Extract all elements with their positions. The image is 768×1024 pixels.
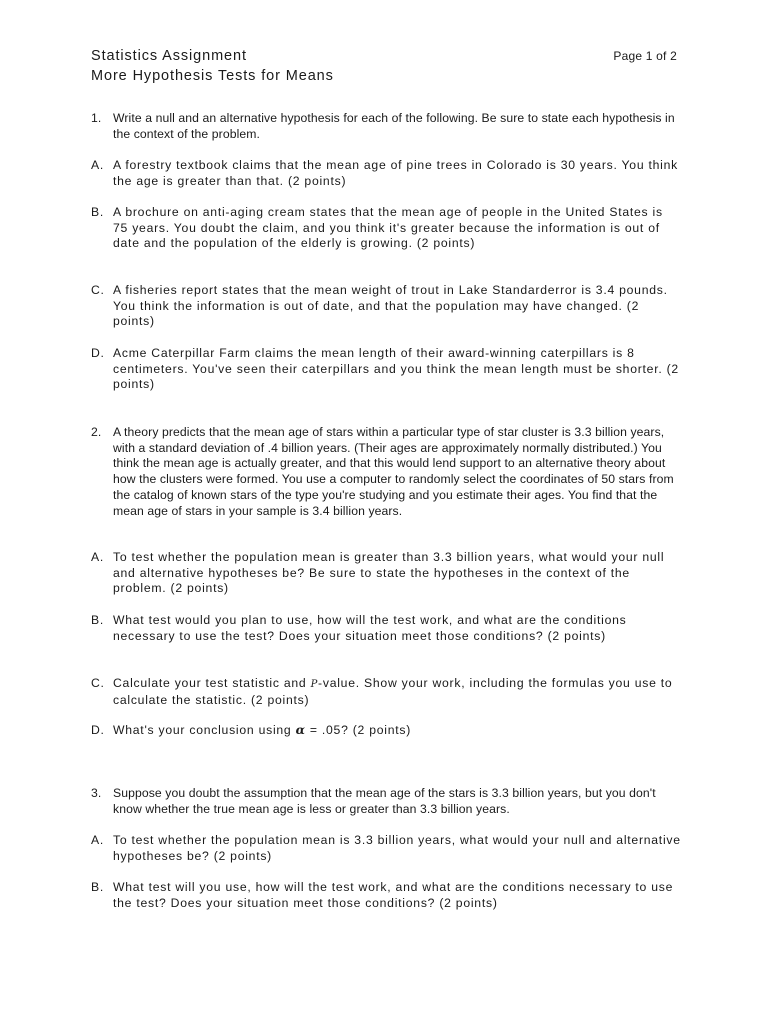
part-text: A brochure on anti-aging cream states that the mean age of people in the United States is 75 years. You doubt the claim, and you think it's greater because the information is out of date and the population of the elderly is growing. (2 points) (113, 205, 663, 251)
part-label: C. (91, 283, 105, 297)
part-label: B. (91, 205, 105, 219)
question-2-number: 2. (91, 425, 102, 439)
part-text: A forestry textbook claims that the mean age of pine trees in Colorado is 30 years. You think the age is greater than that. (2 points) (113, 158, 678, 188)
part-text-after: = .05? (2 points) (305, 723, 412, 737)
question-1 (91, 111, 681, 142)
question-3-part-a (91, 833, 681, 864)
alpha-symbol: α (295, 723, 306, 737)
part-text: To test whether the population mean is 3.3 billion years, what would your null and alternative hypotheses be? (2 points) (113, 833, 681, 863)
document-subtitle: More Hypothesis Tests for Means (91, 68, 334, 84)
part-label: A. (91, 833, 105, 847)
question-1-part-a (91, 158, 681, 189)
part-text-before: Calculate your test statistic and (113, 676, 311, 690)
part-text: A fisheries report states that the mean weight of trout in Lake Standarderror is 3.4 pounds. You think the information is out of date, and that the population may have changed. (2 points) (113, 283, 668, 329)
question-2-text: A theory predicts that the mean age of stars within a particular type of star cluster is 3.3 billion years, with a standard deviation of .4 billion years. (Their ages are approximately normally distributed.) You think the mean age is actually greater, and that this would lend support to an alternative theory about how the clusters were formed. You use a computer to randomly select the coordinates of 50 stars from the catalog of known stars of the type you're studying and you estimate their ages. You find that the mean age of stars in your sample is 3.4 billion years. (113, 425, 674, 518)
question-2 (91, 425, 681, 519)
page-number: Page 1 of 2 (613, 49, 677, 63)
part-label: D. (91, 723, 105, 737)
part-text (113, 676, 681, 708)
question-3-text: Suppose you doubt the assumption that the mean age of the stars is 3.3 billion years, but you don't know whether the true mean age is less or greater than 3.3 billion years. (113, 786, 656, 816)
part-label: B. (91, 880, 105, 894)
part-text: What test would you plan to use, how will the test work, and what are the conditions necessary to use the test? Does your situation meet those conditions? (2 points) (113, 613, 627, 643)
p-symbol: P (310, 679, 319, 690)
part-text: What test will you use, how will the test work, and what are the conditions necessary to use the test? Does your situation meet those conditions? (2 points) (113, 880, 674, 910)
part-label: A. (91, 158, 105, 172)
part-text-before: What's your conclusion using (113, 723, 296, 737)
question-2-part-b (91, 613, 681, 644)
part-text: Acme Caterpillar Farm claims the mean length of their award-winning caterpillars is 8 centimeters. You've seen their caterpillars and you think the mean length must be shorter. (2 points) (113, 346, 679, 392)
question-3 (91, 786, 681, 817)
part-text (113, 723, 681, 739)
question-3-part-b (91, 880, 681, 911)
question-2-part-c (91, 676, 681, 708)
part-text: To test whether the population mean is greater than 3.3 billion years, what would your null and alternative hypotheses be? Be sure to state the hypotheses in the context of the problem. (2 points) (113, 550, 665, 596)
question-2-part-a (91, 550, 681, 597)
question-1-text: Write a null and an alternative hypothesis for each of the following. Be sure to state each hypothesis in the context of the problem. (113, 111, 675, 141)
question-3-number: 3. (91, 786, 102, 800)
question-1-number: 1. (91, 111, 102, 125)
question-1-part-c (91, 283, 681, 330)
document-title: Statistics Assignment (91, 48, 247, 64)
part-text-after: -value. Show your work, including the formulas you use to calculate the statistic. (2 points) (113, 676, 673, 707)
part-label: B. (91, 613, 105, 627)
part-label: D. (91, 346, 105, 360)
part-label: A. (91, 550, 105, 564)
part-label: C. (91, 676, 105, 690)
question-1-part-b (91, 205, 681, 252)
question-1-part-d (91, 346, 681, 393)
question-2-part-d (91, 723, 681, 739)
document-header (91, 46, 681, 86)
